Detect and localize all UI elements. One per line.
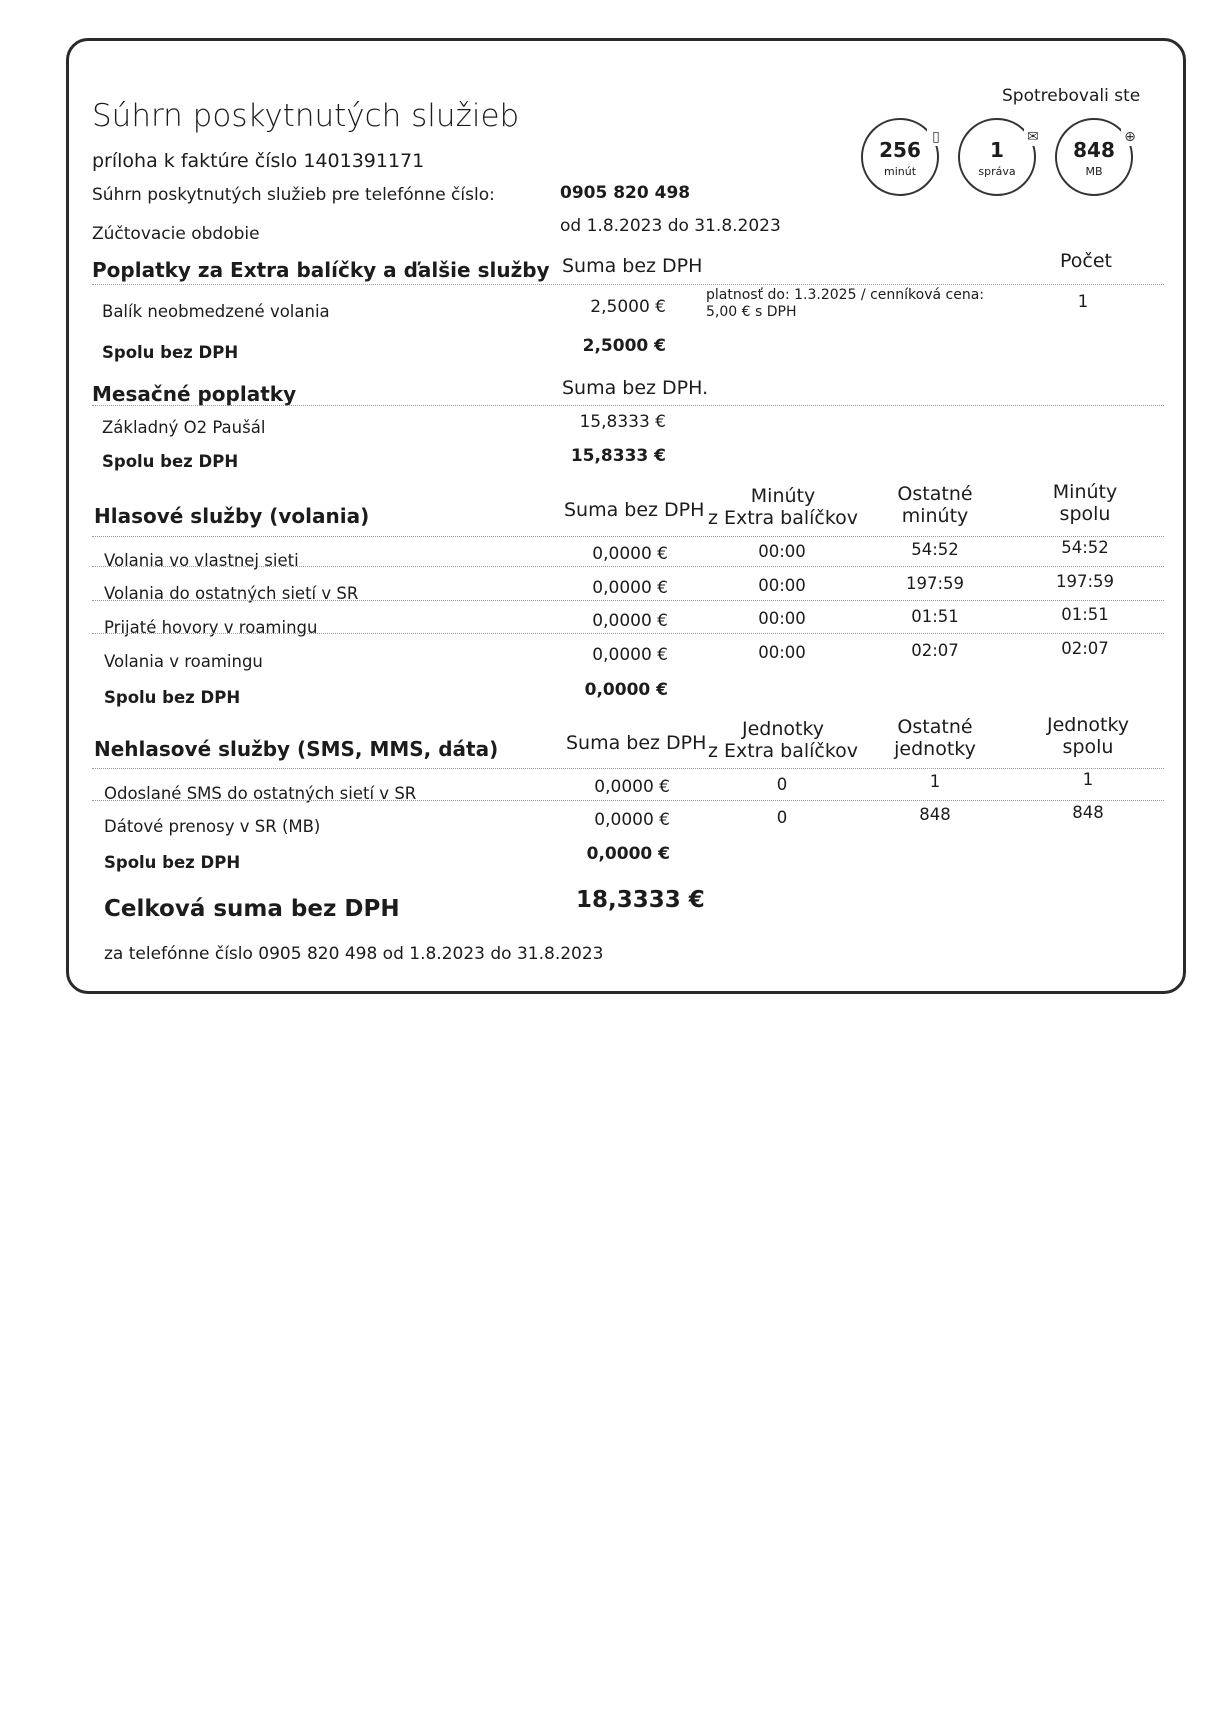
messages-unit: správa <box>978 165 1016 178</box>
voice-row-sum: 0,0000 € <box>592 544 668 564</box>
monthly-sum-header: Suma bez DPH. <box>562 377 709 399</box>
phone-value: 0905 820 498 <box>560 183 691 203</box>
grand-total-value: 18,3333 € <box>576 887 705 913</box>
extras-total-value: 2,5000 € <box>582 336 666 356</box>
envelope-icon: ✉ <box>1024 128 1042 146</box>
data-unit: MB <box>1085 165 1103 178</box>
nonvoice-row-name: Dátové prenosy v SR (MB) <box>104 817 321 836</box>
voice-row-name: Prijaté hovory v roamingu <box>104 618 318 637</box>
voice-row-total: 01:51 <box>1061 605 1109 624</box>
voice-sum-header: Suma bez DPH <box>564 499 705 521</box>
minutes-usage-circle <box>861 118 939 196</box>
voice-row-total: 197:59 <box>1055 572 1115 591</box>
nonvoice-row-other: 848 <box>919 805 951 824</box>
nonvoice-row-extra: 0 <box>776 808 788 827</box>
nonvoice-total-header-2: spolu <box>1062 736 1114 758</box>
extras-sum-header: Suma bez DPH <box>562 255 703 277</box>
nonvoice-total-header-1: Jednotky <box>1046 714 1130 736</box>
extras-section-title: Poplatky za Extra balíčky a ďalšie služby <box>92 258 550 282</box>
messages-value: 1 <box>990 138 1004 162</box>
voice-total-value: 0,0000 € <box>584 680 668 700</box>
monthly-total-value: 15,8333 € <box>570 446 666 466</box>
nonvoice-extra-header-1: Jednotky <box>741 718 825 740</box>
monthly-total-label: Spolu bez DPH <box>102 452 239 471</box>
nonvoice-row-other: 1 <box>929 772 941 791</box>
nonvoice-total-value: 0,0000 € <box>586 844 670 864</box>
extras-count-header: Počet <box>1060 250 1112 272</box>
voice-total-header-2: spolu <box>1059 503 1111 525</box>
nonvoice-sum-header: Suma bez DPH <box>566 732 707 754</box>
nonvoice-row-extra: 0 <box>776 775 788 794</box>
nonvoice-row-name: Odoslané SMS do ostatných sietí v SR <box>104 784 417 803</box>
nonvoice-other-header-2: jednotky <box>894 738 976 760</box>
nonvoice-row-sum: 0,0000 € <box>594 777 670 797</box>
voice-row-total: 02:07 <box>1061 639 1109 658</box>
voice-row-name: Volania vo vlastnej sieti <box>104 551 299 570</box>
voice-row-other: 197:59 <box>905 574 965 593</box>
extras-row-sum: 2,5000 € <box>590 297 666 317</box>
voice-row-other: 01:51 <box>911 607 959 626</box>
nonvoice-other-header-1: Ostatné <box>897 716 973 738</box>
nonvoice-total-label: Spolu bez DPH <box>104 853 241 872</box>
voice-row-name: Volania v roamingu <box>104 652 263 671</box>
monthly-row-name: Základný O2 Paušál <box>102 418 266 437</box>
voice-row-extra: 00:00 <box>758 576 806 595</box>
nonvoice-row-sum: 0,0000 € <box>594 810 670 830</box>
extras-row-note-2: 5,00 € s DPH <box>706 304 797 320</box>
voice-row-extra: 00:00 <box>758 643 806 662</box>
voice-row-total: 54:52 <box>1061 538 1109 557</box>
voice-row-sum: 0,0000 € <box>592 611 668 631</box>
phone-label: Súhrn poskytnutých služieb pre telefónne číslo: <box>92 185 495 205</box>
messages-usage-circle <box>958 118 1039 196</box>
nonvoice-section-title: Nehlasové služby (SMS, MMS, dáta) <box>94 737 499 761</box>
minutes-value: 256 <box>879 138 921 162</box>
voice-extra-header-1: Minúty <box>750 485 816 507</box>
globe-icon: ⊕ <box>1121 128 1139 146</box>
phone-icon: ▯ <box>927 128 945 146</box>
voice-total-label: Spolu bez DPH <box>104 688 241 707</box>
nonvoice-row-total: 848 <box>1072 803 1104 822</box>
voice-row-sum: 0,0000 € <box>592 578 668 598</box>
page-title: Súhrn poskytnutých služieb <box>92 98 520 134</box>
extras-total-label: Spolu bez DPH <box>102 343 239 362</box>
monthly-section-title: Mesačné poplatky <box>92 382 297 406</box>
voice-section-title: Hlasové služby (volania) <box>94 504 370 528</box>
voice-row-extra: 00:00 <box>758 542 806 561</box>
voice-row-other: 54:52 <box>911 540 959 559</box>
nonvoice-extra-header-2: z Extra balíčkov <box>707 740 859 762</box>
minutes-unit: minút <box>883 165 917 178</box>
voice-other-header-2: minúty <box>901 505 969 527</box>
extras-row-note-1: platnosť do: 1.3.2025 / cenníková cena: <box>706 287 985 303</box>
grand-total-footer: za telefónne číslo 0905 820 498 od 1.8.2023 do 31.8.2023 <box>104 944 604 964</box>
grand-total-label: Celková suma bez DPH <box>104 896 400 922</box>
voice-row-extra: 00:00 <box>758 609 806 628</box>
data-usage-circle <box>1055 118 1136 196</box>
period-label: Zúčtovacie obdobie <box>92 224 260 244</box>
voice-row-sum: 0,0000 € <box>592 645 668 665</box>
voice-row-name: Volania do ostatných sietí v SR <box>104 584 359 603</box>
voice-row-other: 02:07 <box>911 641 959 660</box>
nonvoice-row-total: 1 <box>1082 770 1094 789</box>
period-value: od 1.8.2023 do 31.8.2023 <box>560 216 781 236</box>
voice-extra-header-2: z Extra balíčkov <box>707 507 859 529</box>
data-value: 848 <box>1073 138 1115 162</box>
invoice-reference: príloha k faktúre číslo 1401391171 <box>92 150 425 172</box>
voice-other-header-1: Ostatné <box>897 483 973 505</box>
monthly-row-sum: 15,8333 € <box>579 412 666 432</box>
voice-total-header-1: Minúty <box>1052 481 1118 503</box>
extras-row-name: Balík neobmedzené volania <box>102 302 330 321</box>
extras-row-count: 1 <box>1077 292 1089 311</box>
usage-label: Spotrebovali ste <box>1002 86 1141 106</box>
